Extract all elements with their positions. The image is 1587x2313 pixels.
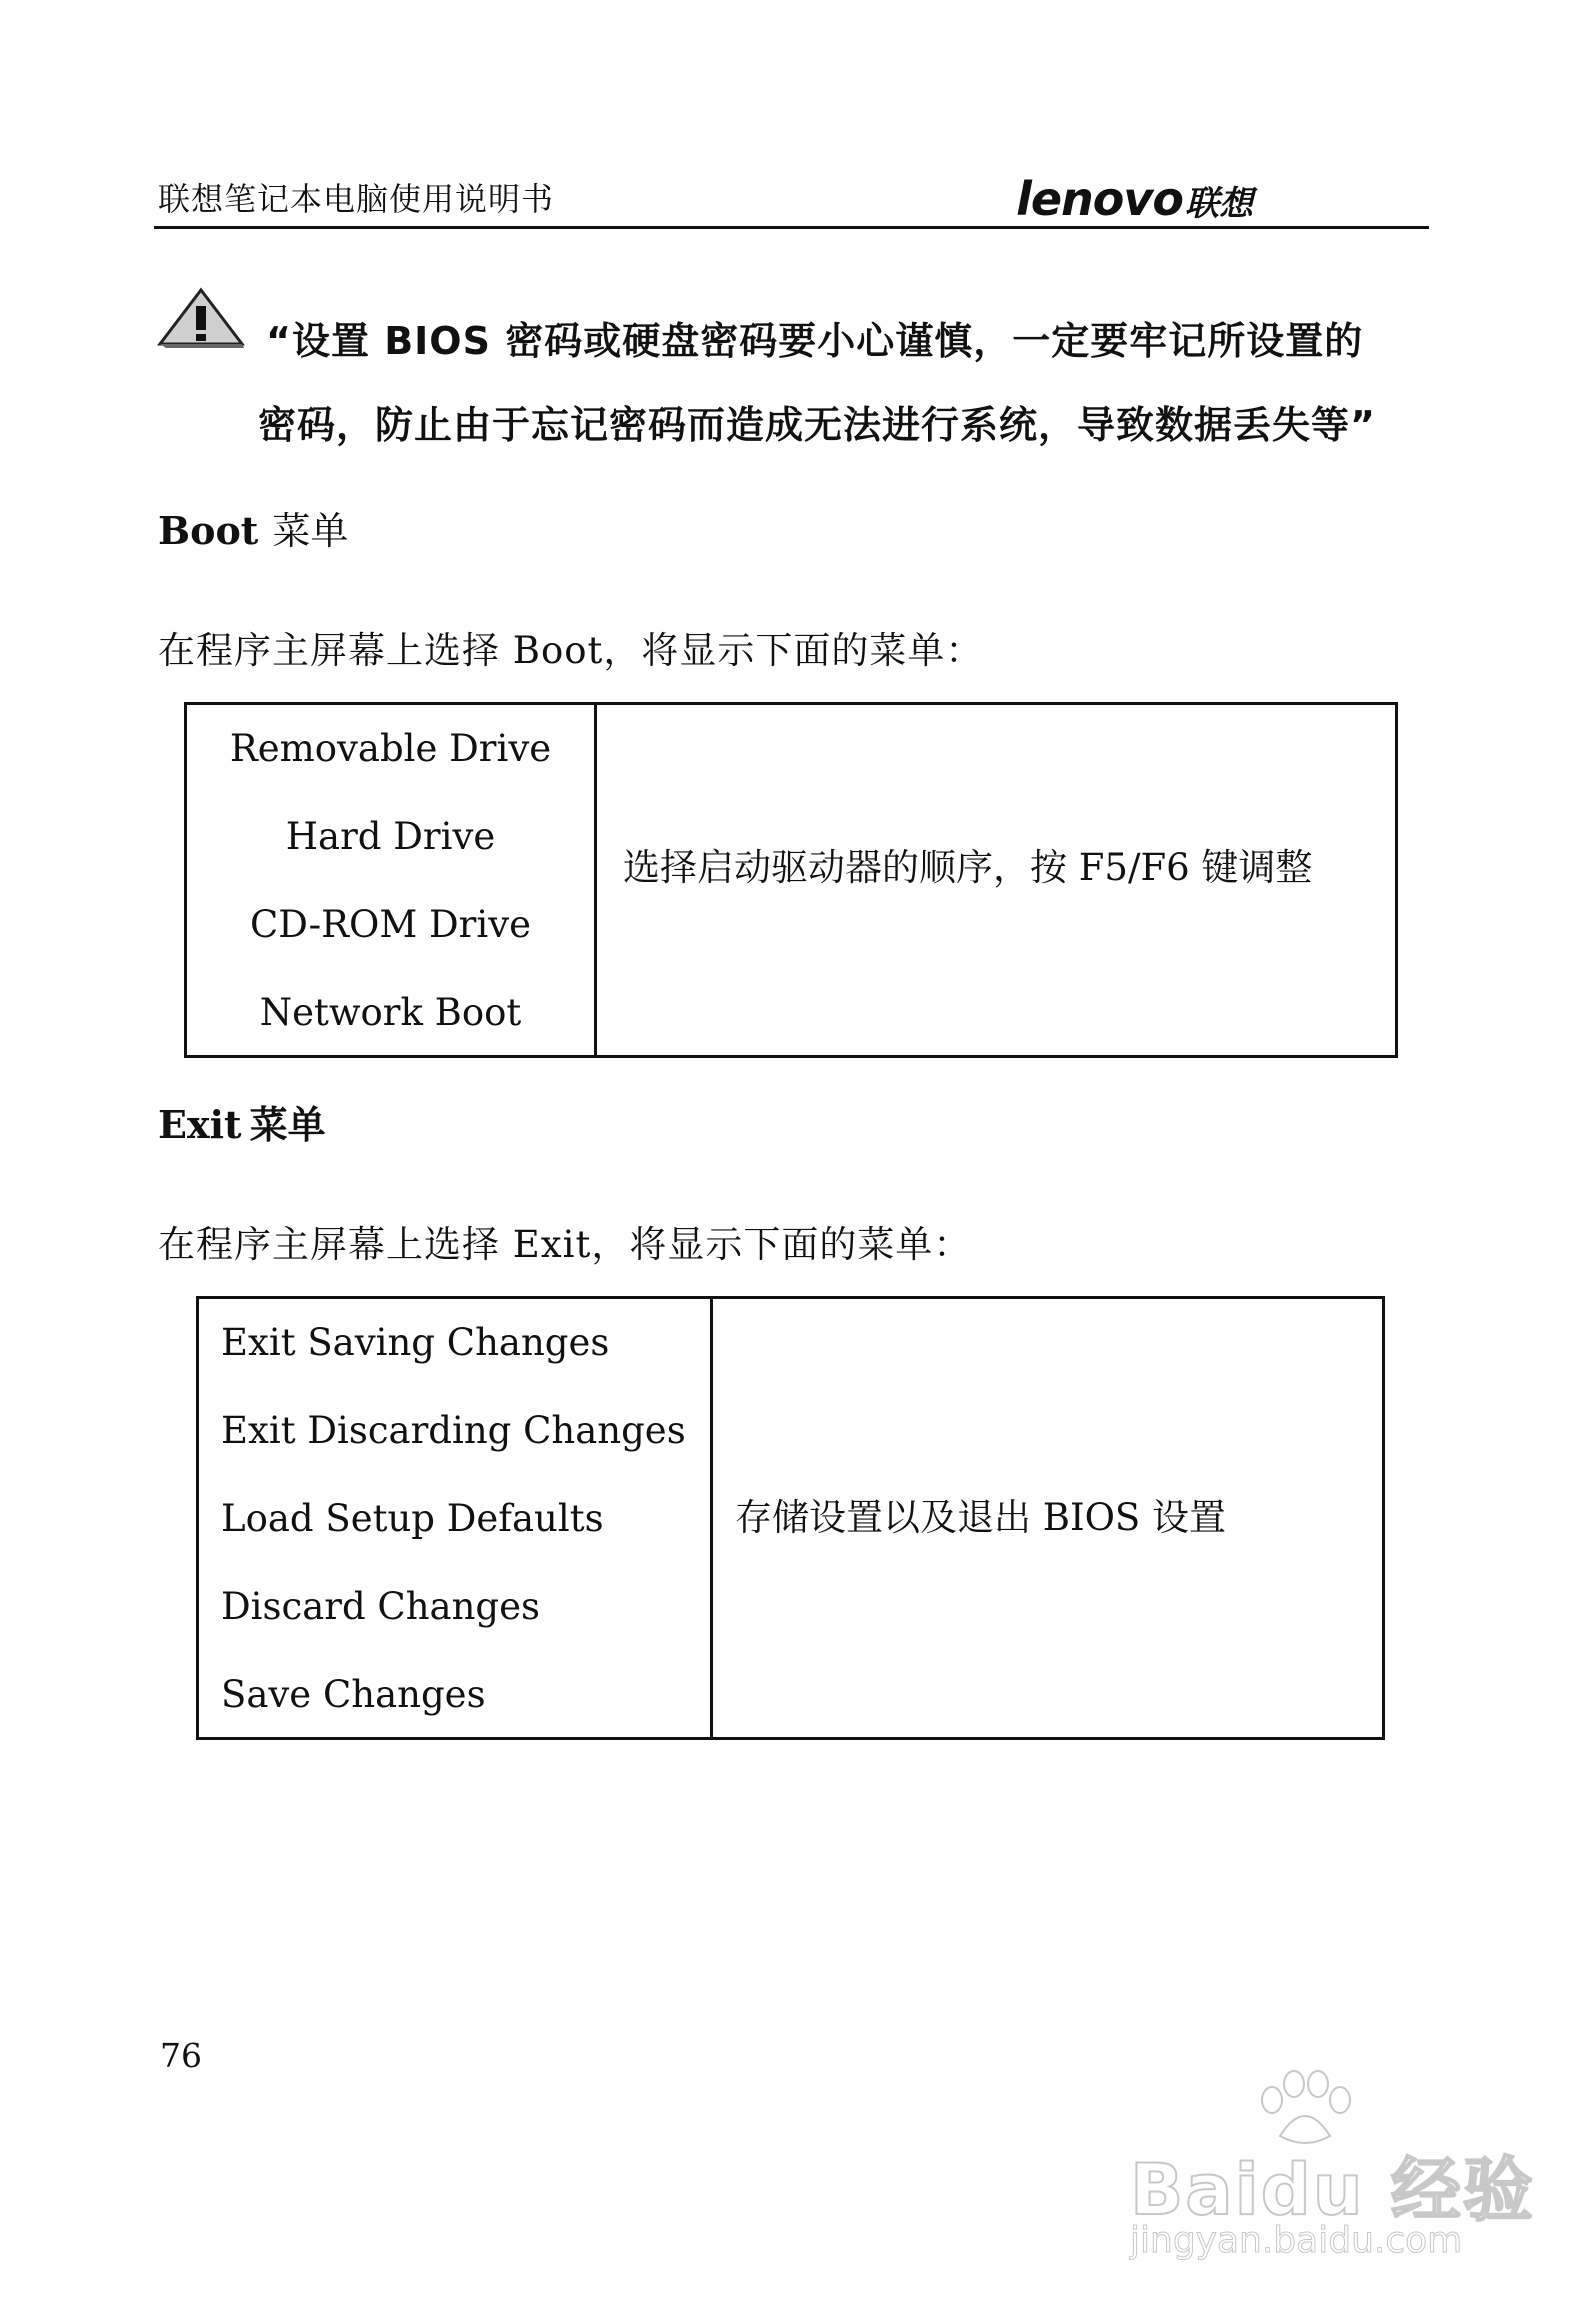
watermark-brand: Baidu 经验 — [1130, 2149, 1535, 2231]
boot-heading-en: Boot — [158, 508, 259, 553]
exit-item-exit-discarding-changes: Exit Discarding Changes — [221, 1409, 686, 1452]
boot-menu-table — [184, 702, 1398, 1058]
exit-item-load-setup-defaults: Load Setup Defaults — [221, 1497, 604, 1540]
logo-chinese: 联想 — [1185, 184, 1253, 224]
exit-menu-table — [196, 1296, 1385, 1740]
boot-menu-description: 选择启动驱动器的顺序，按 F5/F6 键调整 — [623, 846, 1313, 889]
warning-text-line-2: 密码，防止由于忘记密码而造成无法进行系统，导致数据丢失等” — [258, 403, 1376, 447]
exit-intro-text: 在程序主屏幕上选择 Exit，将显示下面的菜单： — [158, 1223, 972, 1266]
boot-menu-heading — [158, 500, 348, 555]
manual-title: 联想笔记本电脑使用说明书 — [158, 180, 555, 218]
warning-triangle-icon — [156, 286, 246, 352]
watermark-url: jingyan.baidu.com — [1130, 2220, 1463, 2261]
exit-menu-items — [199, 1299, 713, 1737]
exit-item-exit-saving-changes: Exit Saving Changes — [221, 1321, 610, 1364]
boot-menu-items — [187, 705, 597, 1055]
logo-wordmark: lenovo — [1016, 172, 1183, 226]
page-number: 76 — [160, 2036, 202, 2075]
exit-menu-heading — [158, 1094, 326, 1149]
boot-item-removable-drive: Removable Drive — [229, 727, 552, 770]
warning-text-line-1: “设置 BIOS 密码或硬盘密码要小心谨慎，一定要牢记所设置的 — [266, 319, 1364, 363]
page-header — [154, 164, 1429, 229]
boot-item-cdrom-drive: CD-ROM Drive — [250, 903, 531, 946]
boot-item-hard-drive: Hard Drive — [285, 815, 496, 858]
exit-item-save-changes: Save Changes — [221, 1673, 486, 1716]
boot-intro-text: 在程序主屏幕上选择 Boot，将显示下面的菜单： — [158, 629, 984, 672]
boot-item-network-boot: Network Boot — [259, 991, 522, 1034]
baidu-jingyan-watermark — [1120, 2070, 1535, 2270]
boot-heading-cn: 菜单 — [272, 509, 349, 553]
lenovo-logo — [1016, 172, 1253, 226]
exit-item-discard-changes: Discard Changes — [221, 1585, 540, 1628]
exit-menu-description: 存储设置以及退出 BIOS 设置 — [735, 1496, 1227, 1539]
exit-heading-cn: 菜单 — [249, 1103, 326, 1147]
exit-heading-en: Exit — [158, 1102, 242, 1147]
